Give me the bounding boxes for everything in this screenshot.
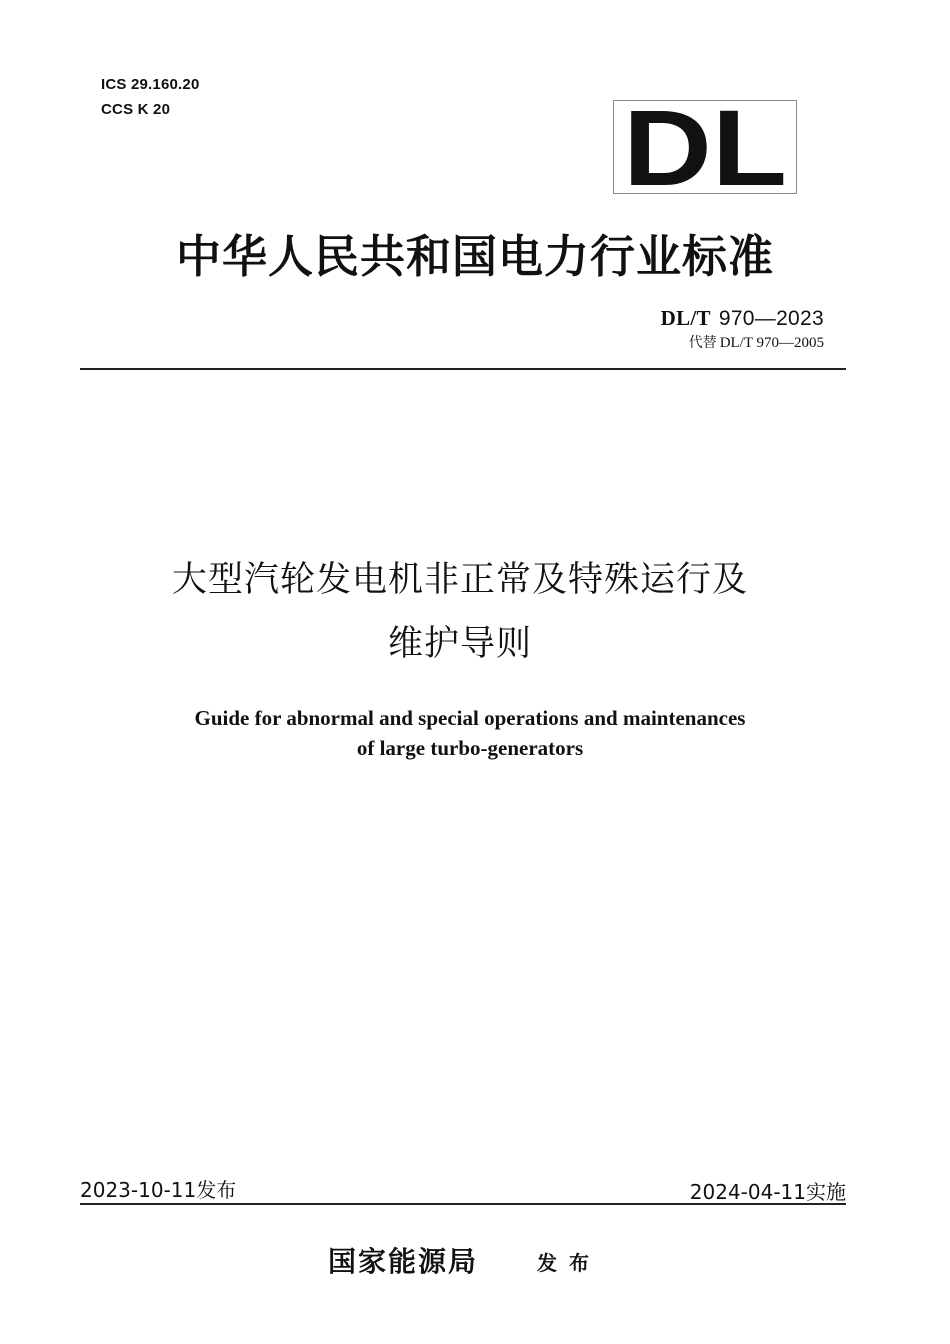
cn-title-line-1: 大型汽轮发电机非正常及特殊运行及 [171,560,748,600]
ics-code: ICS 29.160.20 [101,76,200,93]
dl-logo-mark [620,105,790,189]
footer-divider [80,1203,846,1205]
ccs-code: CCS K 20 [101,101,171,118]
publisher-name: 国家能源局 [328,1245,479,1278]
standard-code: DL/T [660,306,711,330]
dl-logo-text: DL [623,105,787,189]
publish-verb: 发布 [537,1251,601,1275]
en-title-line-1: Guide for abnormal and special operations and maintenances [194,706,746,730]
issue-date-label: 发布 [196,1178,237,1202]
replaces-label: 代替 [688,335,717,351]
effective-date [690,1176,846,1205]
effective-date-value: 2024-04-11 [689,1180,806,1204]
replaces-number: DL/T 970—2005 [719,335,824,351]
effective-date-label: 实施 [806,1180,846,1204]
issue-date-value: 2023-10-11 [80,1178,197,1202]
en-title-line-2: of large turbo-generators [356,736,584,760]
standard-category: 中华人民共和国电力行业标准 [175,230,774,283]
standard-number [661,306,824,331]
dl-logo [613,100,797,194]
standard-number-value: 970—2023 [718,307,824,330]
header-divider [80,368,846,370]
issue-date [80,1174,236,1203]
replaces-standard [689,332,824,352]
cn-title-line-2: 维护导则 [387,624,532,664]
